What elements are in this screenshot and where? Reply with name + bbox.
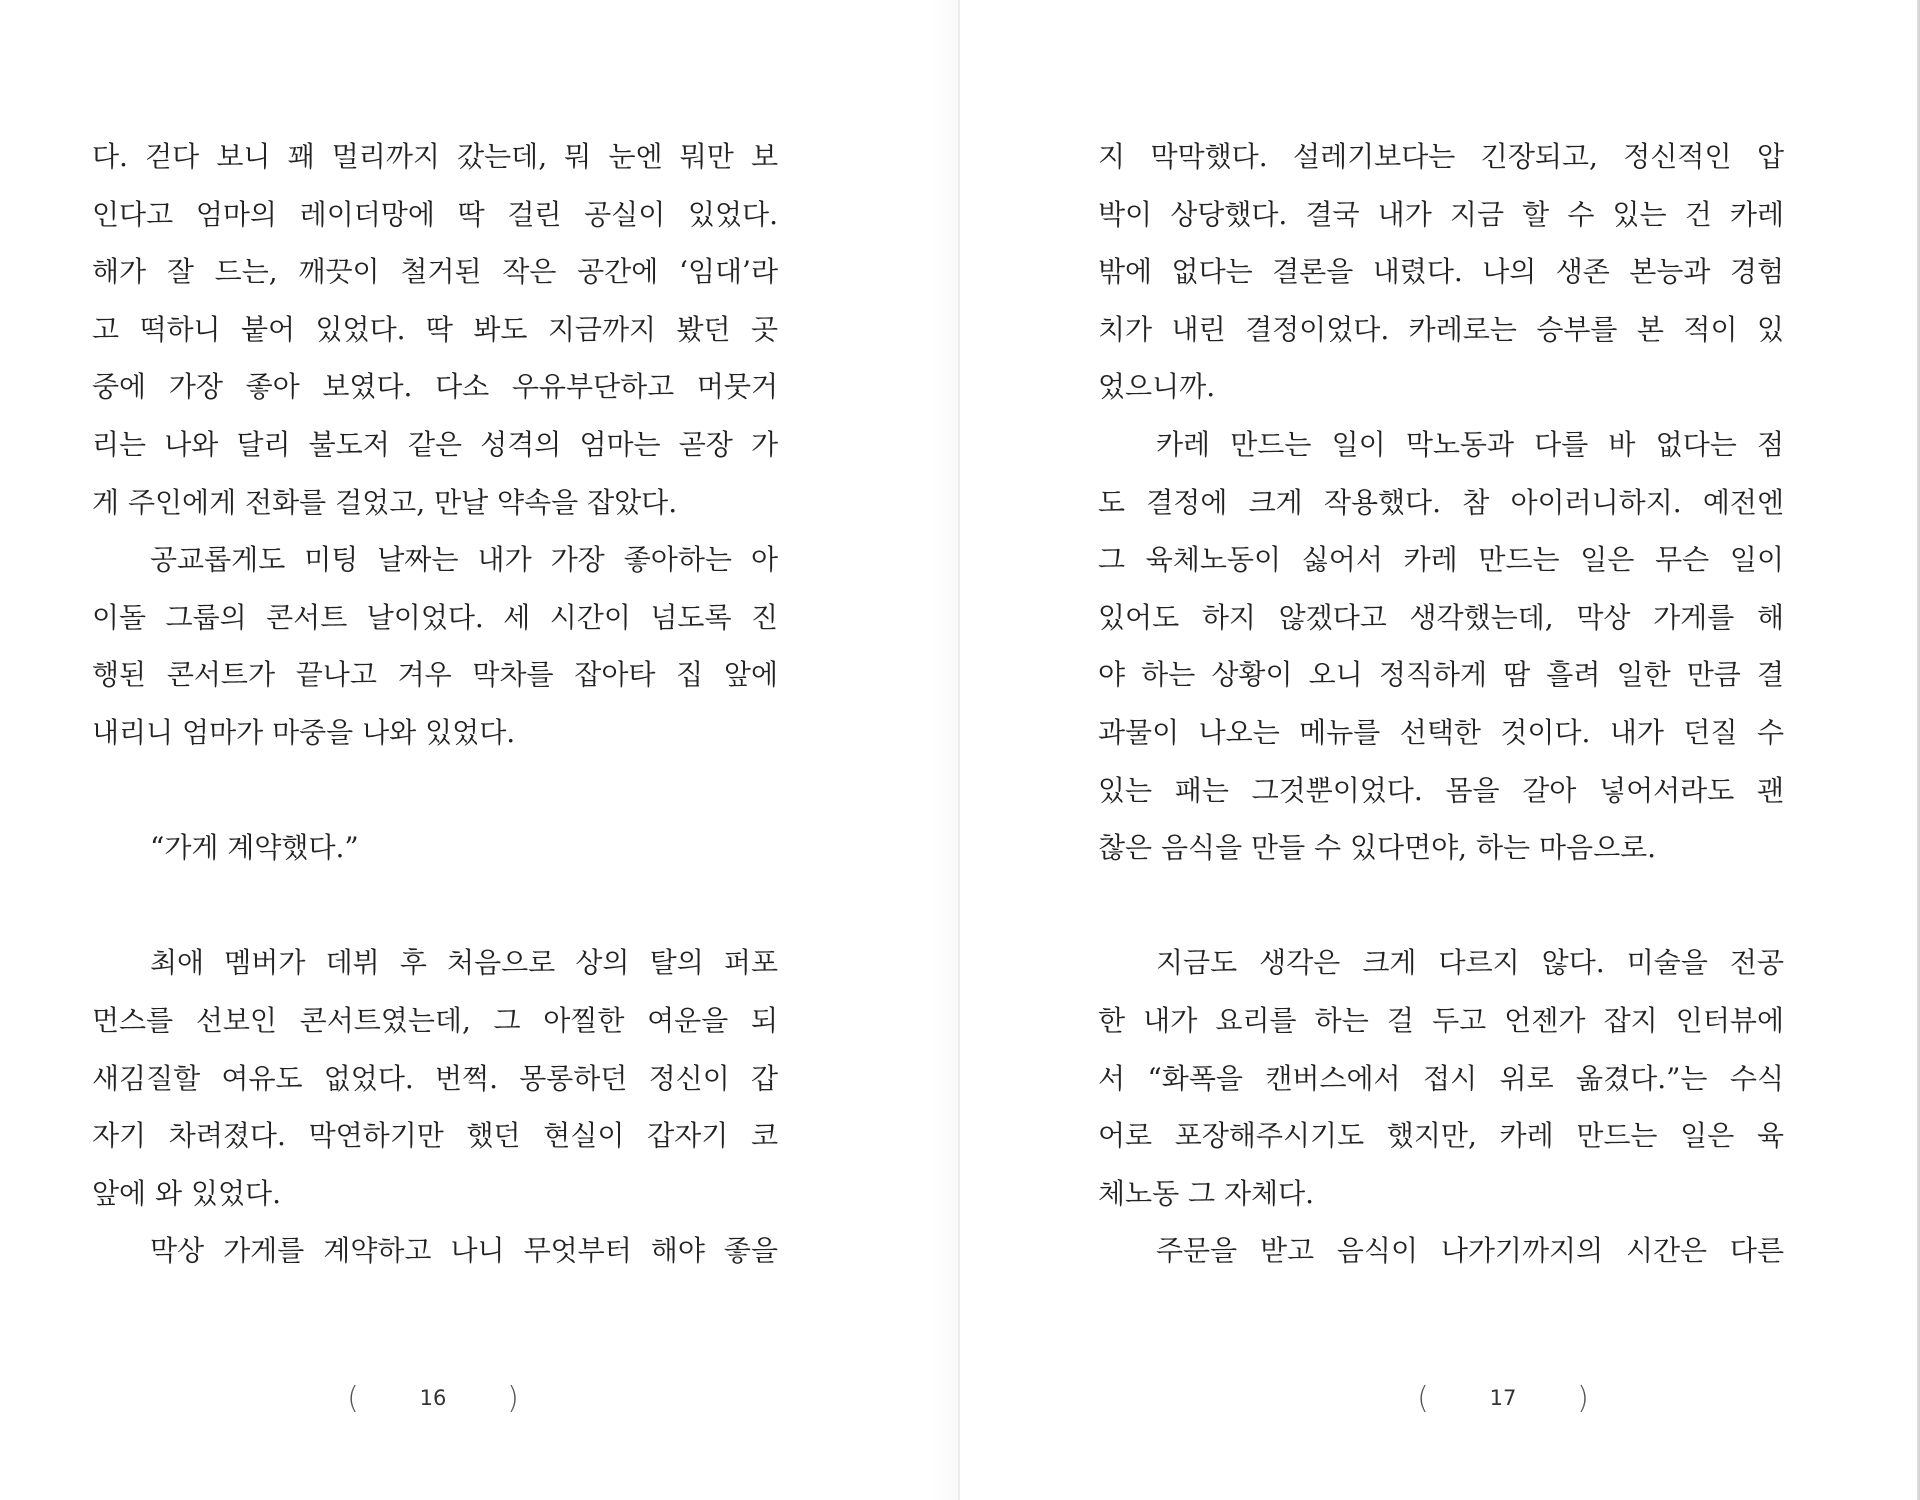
page-number-right [1413, 1378, 1593, 1418]
text-line: 다. 걷다 보니 꽤 멀리까지 갔는데, 뭐 눈엔 뭐만 보 [92, 140, 778, 173]
page-number-close-bracket: ) [1577, 1380, 1589, 1416]
text-line: 서 “화폭을 캔버스에서 접시 위로 옮겼다.”는 수식 [1098, 1061, 1784, 1095]
text-line: 밖에 없다는 결론을 내렸다. 나의 생존 본능과 경험 [1098, 255, 1784, 289]
text-line: 이돌 그룹의 콘서트 날이었다. 세 시간이 넘도록 진 [92, 600, 778, 634]
text-line: 자기 차려졌다. 막연하기만 했던 현실이 갑자기 코 [92, 1119, 778, 1153]
page-number-value: 16 [419, 1386, 447, 1410]
gutter-shadow [930, 0, 958, 1500]
text-line: 행된 콘서트가 끝나고 겨우 막차를 잡아타 집 앞에 [92, 658, 778, 692]
text-line: 인다고 엄마의 레이더망에 딱 걸린 공실이 있었다. [92, 197, 778, 231]
text-line: 어로 포장해주시기도 했지만, 카레 만드는 일은 육 [1098, 1119, 1784, 1153]
text-line: 찮은 음식을 만들 수 있다면야, 하는 마음으로. [1098, 831, 1657, 865]
page-number-open-bracket: ( [347, 1380, 359, 1416]
right-page-text [1098, 128, 1784, 1280]
text-line: 먼스를 선보인 콘서트였는데, 그 아찔한 여운을 되 [92, 1003, 778, 1037]
text-line: 주문을 받고 음식이 나가기까지의 시간은 다른 [1156, 1234, 1784, 1268]
text-line: 야 하는 상황이 오니 정직하게 땀 흘려 일한 만큼 결 [1098, 658, 1784, 692]
text-line: 한 내가 요리를 하는 걸 두고 언젠가 잡지 인터뷰에 [1098, 1003, 1784, 1037]
text-line: 지 막막했다. 설레기보다는 긴장되고, 정신적인 압 [1098, 140, 1784, 173]
text-line: 있는 패는 그것뿐이었다. 몸을 갈아 넣어서라도 괜 [1098, 773, 1784, 807]
text-line: 게 주인에게 전화를 걸었고, 만날 약속을 잡았다. [92, 485, 678, 519]
text-line: 박이 상당했다. 결국 내가 지금 할 수 있는 건 카레 [1098, 197, 1784, 231]
dialogue-line: “가게 계약했다.” [150, 831, 359, 865]
text-line: 도 결정에 크게 작용했다. 참 아이러니하지. 예전엔 [1098, 485, 1784, 519]
text-line: 었으니까. [1098, 370, 1216, 404]
text-line: 내리니 엄마가 마중을 나와 있었다. [92, 715, 516, 749]
right-page[interactable] [960, 0, 1920, 1500]
left-page[interactable] [0, 0, 958, 1500]
text-line: 공교롭게도 미팅 날짜는 내가 가장 좋아하는 아 [150, 543, 778, 577]
text-line: 고 떡하니 붙어 있었다. 딱 봐도 지금까지 봤던 곳 [92, 312, 778, 346]
left-page-text [92, 128, 778, 1280]
page-number-open-bracket: ( [1417, 1380, 1429, 1416]
text-line: 앞에 와 있었다. [92, 1176, 281, 1210]
text-line: 지금도 생각은 크게 다르지 않다. 미술을 전공 [1156, 946, 1784, 980]
blank-line [1098, 877, 1784, 935]
page-number-value: 17 [1489, 1386, 1517, 1410]
text-line: 체노동 그 자체다. [1098, 1176, 1315, 1210]
text-line: 중에 가장 좋아 보였다. 다소 우유부단하고 머뭇거 [92, 370, 778, 404]
text-line: 과물이 나오는 메뉴를 선택한 것이다. 내가 던질 수 [1098, 715, 1784, 749]
text-line: 그 육체노동이 싫어서 카레 만드는 일은 무슨 일이 [1098, 543, 1784, 577]
text-line: 해가 잘 드는, 깨끗이 철거된 작은 공간에 ‘임대’라 [92, 255, 778, 289]
text-line: 최애 멤버가 데뷔 후 처음으로 상의 탈의 퍼포 [150, 946, 778, 980]
blank-line [92, 762, 778, 820]
page-number-close-bracket: ) [507, 1380, 519, 1416]
page-number-left [343, 1378, 523, 1418]
blank-line [92, 877, 778, 935]
text-line: 카레 만드는 일이 막노동과 다를 바 없다는 점 [1156, 427, 1784, 461]
text-line: 있어도 하지 않겠다고 생각했는데, 막상 가게를 해 [1098, 600, 1784, 634]
text-line: 리는 나와 달리 불도저 같은 성격의 엄마는 곧장 가 [92, 427, 778, 461]
text-line: 새김질할 여유도 없었다. 번쩍. 몽롱하던 정신이 갑 [92, 1061, 778, 1095]
text-line: 막상 가게를 계약하고 나니 무엇부터 해야 좋을 [150, 1234, 778, 1268]
text-line: 치가 내린 결정이었다. 카레로는 승부를 본 적이 있 [1098, 312, 1784, 346]
